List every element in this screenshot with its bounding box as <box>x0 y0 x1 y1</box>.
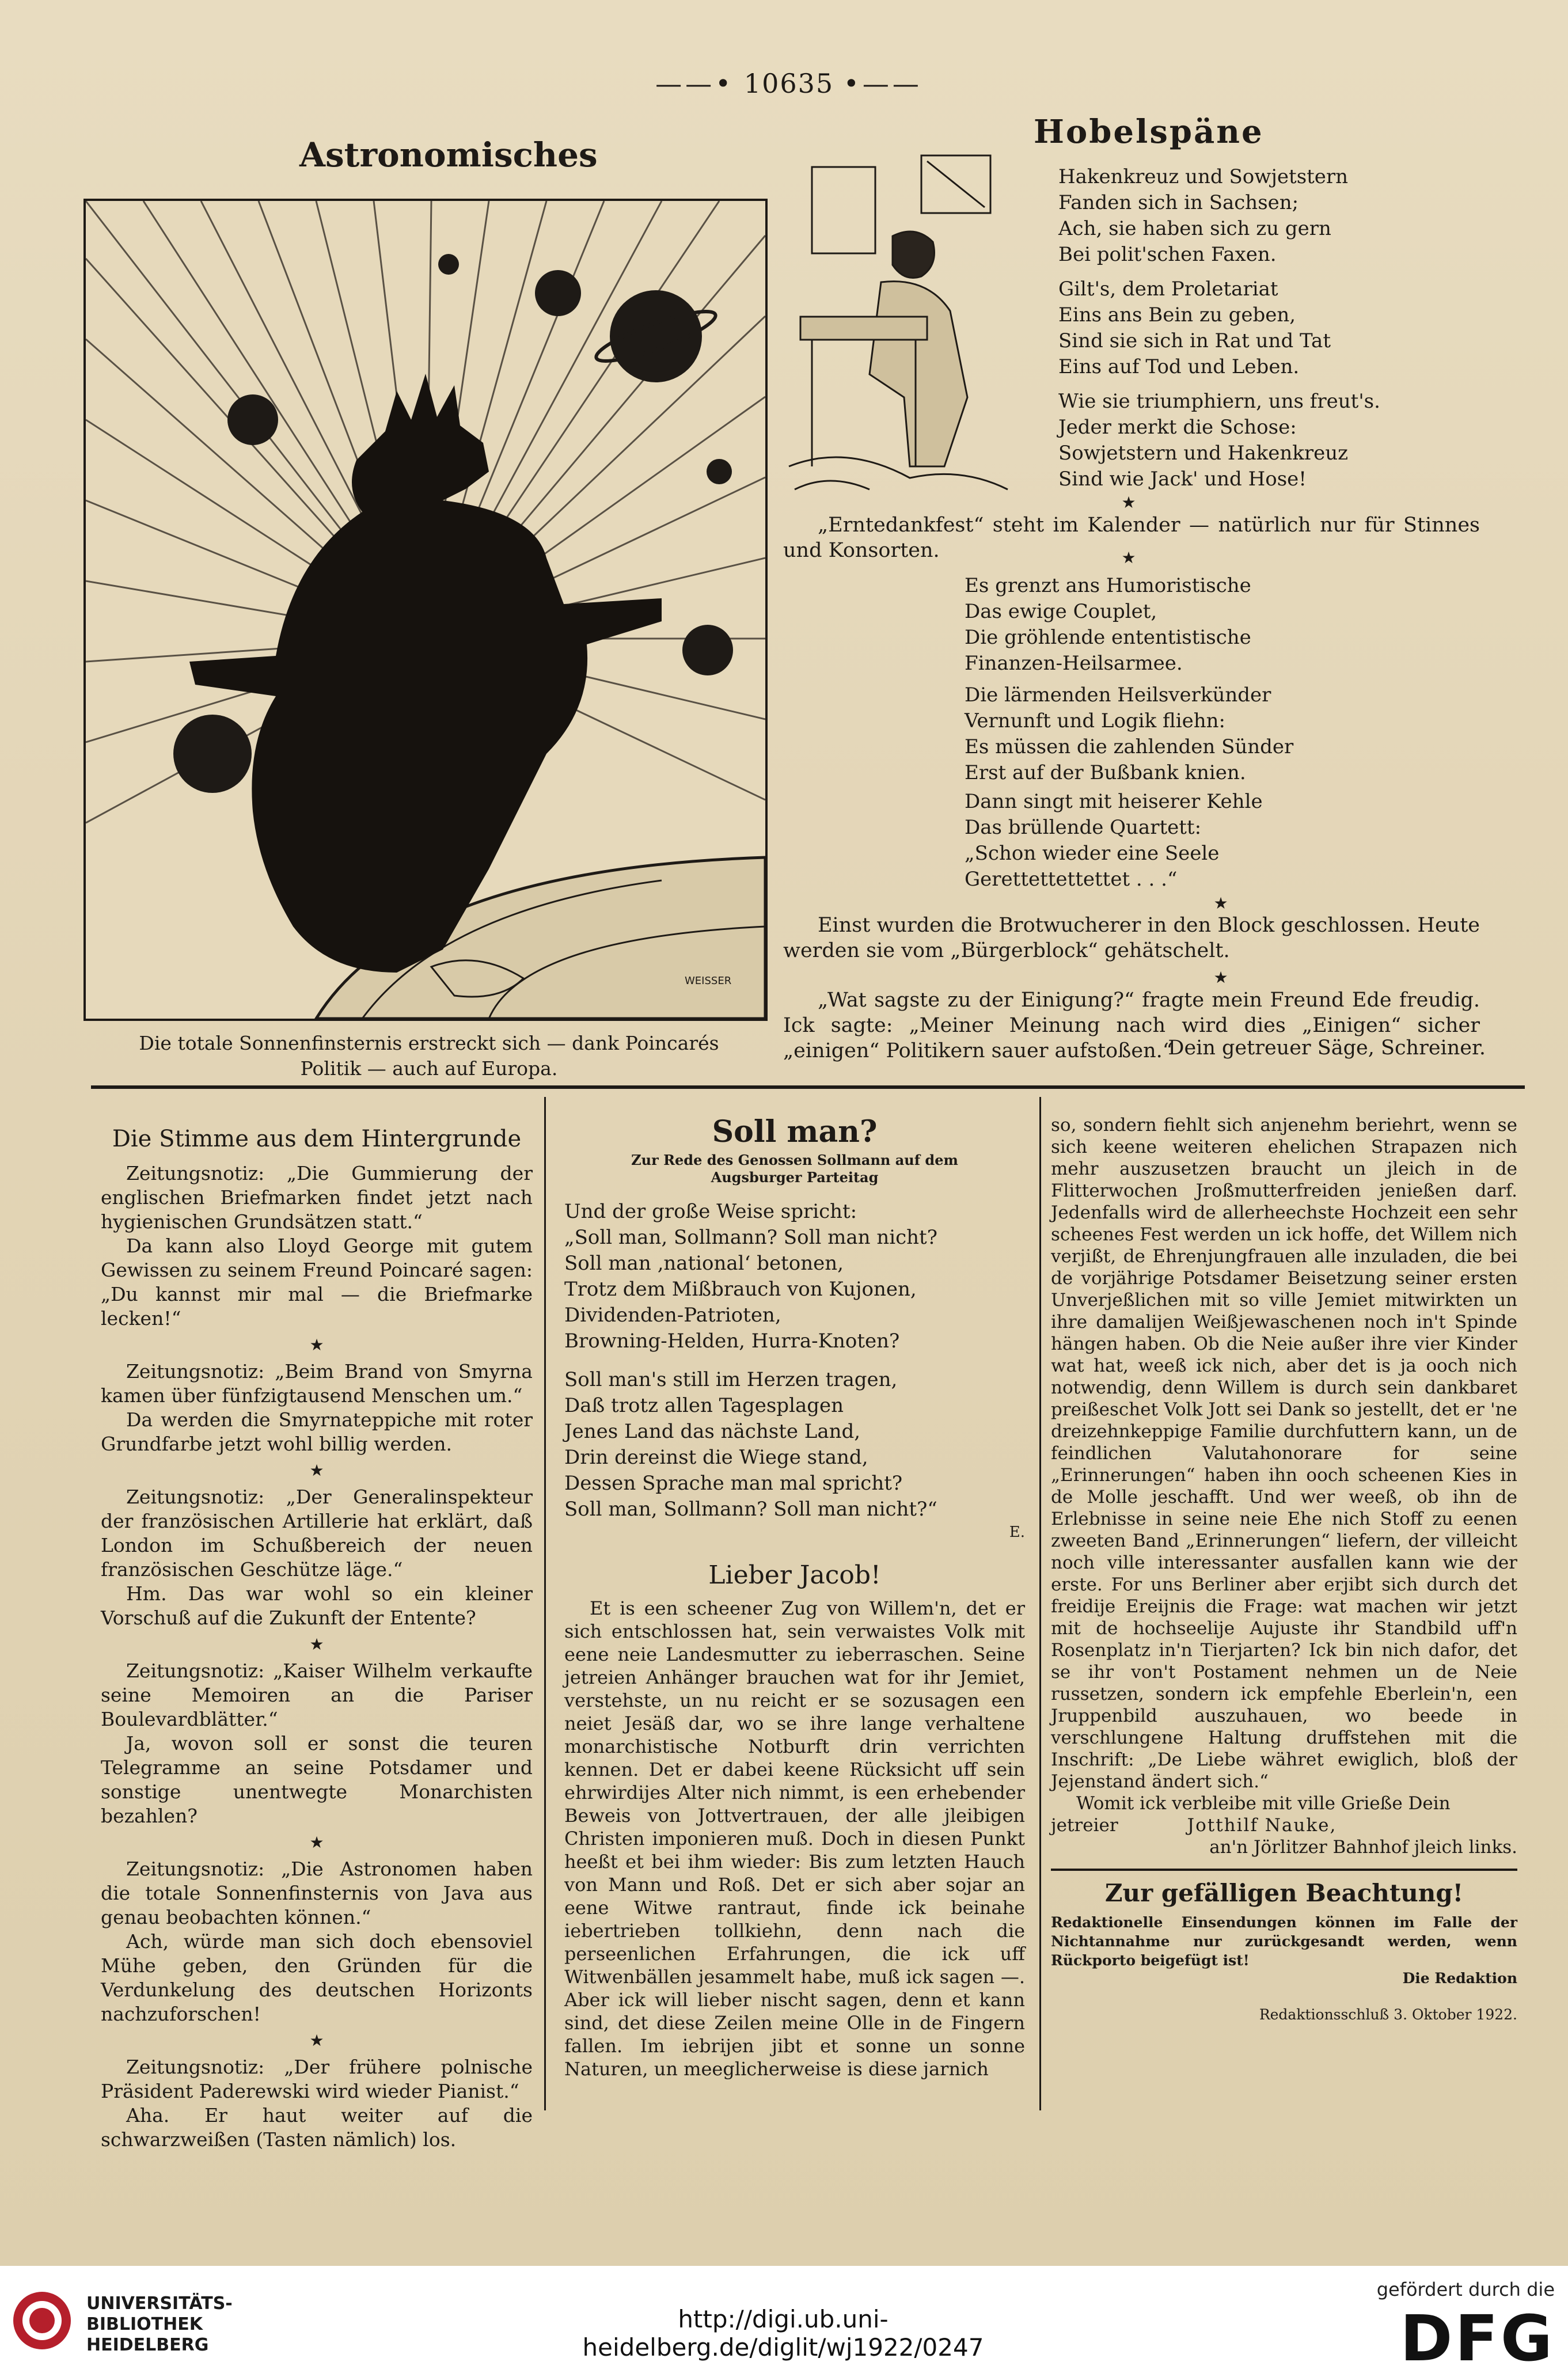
middle-column <box>564 1114 1025 2080</box>
funding-label: gefördert durch die <box>1376 2279 1555 2300</box>
notice-closing: Redaktionsschluß 3. Oktober 1922. <box>1259 2006 1517 2023</box>
notice-title: Zur gefälligen Beachtung! <box>1104 1879 1464 1907</box>
hobel-signature: Dein getreuer Säge, Schreiner. <box>1168 1036 1486 1060</box>
stimme-notiz: Zeitungsnotiz: „Die Astronomen haben die totale Sonnenfinsternis von Java aus genau beobachten können.“ <box>101 1858 533 1928</box>
stimme-comment: Aha. Er haut weiter auf die schwarzweißen (Tasten nämlich) los. <box>101 2104 533 2151</box>
section-divider <box>91 1085 1525 1089</box>
dfg-logo: DFG <box>1400 2302 1555 2375</box>
sollman-author: E. <box>1009 1524 1025 1541</box>
astro-illustration <box>83 199 768 1021</box>
hobel-title: Hobelspäne <box>1034 113 1264 151</box>
hobel-einigung: „Wat sagste zu der Einigung?“ fragte mein Freund Ede freudig. Ick sagte: „Meiner Meinung nach wird dies „Einigen“ sicher „einigen“ Politikern sauer aufstoßen.“ <box>783 989 1480 1062</box>
sollman-verse-2: Soll man's still im Herzen tragen, Daß trotz allen Tagesplagen Jenes Land das nächste Land, Drin dereinst die Wiege stand, Dessen Sprache man mal spricht? Soll man, Sollmann? Soll man nicht?“ <box>564 1368 937 1521</box>
right-column <box>1051 1114 1517 2023</box>
sollman-subtitle: Zur Rede des Genossen Sollmann auf dem Augsburger Parteitag <box>631 1152 958 1186</box>
stimme-title: Die Stimme aus dem Hintergrunde <box>112 1126 522 1152</box>
sollman-verse-1: Und der große Weise spricht: „Soll man, Sollmann? Soll man nicht? Soll man ‚national‘ betonen, Trotz dem Mißbrauch von Kujonen, Dividenden-Patrioten, Browning-Helden, Hurra-Knoten? <box>564 1200 937 1353</box>
stimme-column <box>101 1126 533 2152</box>
column-divider <box>1039 1097 1041 2110</box>
stimme-notiz: Zeitungsnotiz: „Der Generalinspekteur der französischen Artillerie hat erklärt, daß London im Schußbereich der neuen französischen Geschütze läge.“ <box>101 1486 533 1581</box>
page-number: ——• 10635 •—— <box>655 68 922 99</box>
hobel-verse-5: Die lärmenden Heilsverkünder Vernunft und Logik fliehn: Es müssen die zahlenden Sünder Erst auf der Bußbank knien. <box>965 684 1294 784</box>
star-separator: ★ <box>309 1461 324 1480</box>
star-separator: ★ <box>1213 968 1228 987</box>
stimme-notiz: Zeitungsnotiz: „Beim Brand von Smyrna kamen über fünfzigtausend Menschen um.“ <box>101 1360 533 1407</box>
hobel-verse-2: Gilt's, dem Proletariat Eins ans Bein zu geben, Sind sie sich in Rat und Tat Eins auf Tod und Leben. <box>1058 278 1331 378</box>
stimme-comment: Ja, wovon soll er sonst die teuren Telegramme an seine Potsdamer und sonstige unentwegte Monarchisten bezahlen? <box>101 1732 533 1827</box>
notice-divider <box>1051 1869 1517 1871</box>
astro-title: Astronomisches <box>299 135 598 174</box>
sollman-title: Soll man? <box>712 1114 878 1149</box>
star-separator: ★ <box>309 1635 324 1654</box>
star-separator: ★ <box>309 1833 324 1852</box>
stimme-comment: Hm. Das war wohl so ein kleiner Vorschuß auf die Zukunft der Entente? <box>101 1582 533 1629</box>
hobel-verse-6: Dann singt mit heiserer Kehle Das brüllende Quartett: „Schon wieder eine Seele Gerettettettettet . . .“ <box>965 790 1263 891</box>
notice-text: Redaktionelle Einsendungen können im Falle der Nichtannahme nur zurückgesandt werden, wenn Rückporto beigefügt ist! <box>1051 1914 1517 1969</box>
stimme-notiz: Zeitungsnotiz: „Kaiser Wilhelm verkaufte seine Memoiren an die Pariser Boulevardblätter.“ <box>101 1660 533 1730</box>
stimme-comment: Da kann also Lloyd George mit gutem Gewissen zu seinem Freund Poincaré sagen: „Du kannst mir mal — die Briefmarke lecken!“ <box>101 1235 533 1330</box>
digitization-footer <box>0 2266 1568 2377</box>
star-separator: ★ <box>1213 894 1228 913</box>
stimme-comment: Da werden die Smyrnateppiche mit roter Grundfarbe jetzt wohl billig werden. <box>101 1408 533 1455</box>
library-name: UNIVERSITÄTS- BIBLIOTHEK HEIDELBERG <box>86 2294 233 2355</box>
carpenter-image <box>777 144 1037 501</box>
stimme-body <box>101 1161 533 2152</box>
stimme-notiz: Zeitungsnotiz: „Die Gummierung der englischen Briefmarken findet jetzt nach hygienischen Grundsätzen statt.“ <box>101 1162 533 1233</box>
jacob-title: Lieber Jacob! <box>708 1560 881 1590</box>
eclipse-figure-image <box>86 201 765 1019</box>
star-separator: ★ <box>309 1335 324 1354</box>
library-logo-icon <box>10 2289 74 2352</box>
hobel-verse-4: Es grenzt ans Humoristische Das ewige Couplet, Die gröhlende ententistische Finanzen-Heilsarmee. <box>965 574 1251 675</box>
source-url-link[interactable]: http://digi.ub.uni-heidelberg.de/diglit/wj1922/0247 <box>582 2305 984 2361</box>
carpenter-illustration <box>777 144 1037 501</box>
hobel-verse-1: Hakenkreuz und Sowjetstern Fanden sich in Sachsen; Ach, sie haben sich zu gern Bei polit'schen Faxen. <box>1058 165 1349 266</box>
jacob-body-part1: Et is een scheener Zug von Willem'n, det er sich entschlossen hat, sein verwaistes Volk mit eene neie Landesmutter zu ieberraschen. Seine jetreien Anhänger brauchen wat for ihr Jemiet, verstehste, un nu reicht er se sozusagen een neiet Jesäß dar, wo se ihre lange verhaltene monarchistische Notburft drin verrichten kennen. Det er dabei keene Rücksicht uff sein ehrwirdijes Alter nich nimmt, is een erhebender Beweis von Jottvertrauen, der alle jleibigen Christen imponieren muß. Doch in diesen Punkt heeßt et bei ihm wieder: Bis zum letzten Hauch von Mann und Roß. Det er sich aber sojar an eene Witwe rantraut, finde ick beinahe iebertrieben tollkiehn, denn nach die perseenlichen Erfahrungen, die ick uff Witwenbällen jesammelt habe, muß ick sagen —. Aber ick will lieber nischt sagen, denn et kann sind, det diese Zeilen meine Olle in de Fingern fallen. Im iebrijen jibt et sonne un sonne Naturen, un meeglicherweise is diese jarnich <box>564 1597 1025 2080</box>
hobel-block: Einst wurden die Brotwucherer in den Block geschlossen. Heute werden sie vom „Bürgerblock“ gehätschelt. <box>783 914 1480 962</box>
star-separator: ★ <box>309 2031 324 2050</box>
hobel-ernte: „Erntedankfest“ steht im Kalender — natürlich nur für Stinnes und Konsorten. <box>783 514 1480 562</box>
astro-caption: Die totale Sonnenfinsternis erstreckt sich — dank Poincarés Politik — auch auf Europa. <box>139 1032 719 1080</box>
svg-text:WEISSER: WEISSER <box>685 975 732 987</box>
column-divider <box>544 1097 546 2110</box>
star-separator: ★ <box>1121 548 1136 567</box>
star-separator: ★ <box>1121 493 1136 512</box>
hobel-verse-3: Wie sie triumphiern, uns freut's. Jeder merkt die Schose: Sowjetstern und Hakenkreuz Sind wie Jack' und Hose! <box>1058 390 1380 491</box>
notice-sign: Die Redaktion <box>1402 1970 1517 1987</box>
stimme-comment: Ach, würde man sich doch ebensoviel Mühe geben, den Gründen für die Verdunkelung des deutschen Horizonts nachzuforschen! <box>101 1930 533 2025</box>
stimme-notiz: Zeitungsnotiz: „Der frühere polnische Präsident Paderewski wird wieder Pianist.“ <box>101 2056 533 2102</box>
jacob-body-part2: so, sondern fiehlt sich anjenehm beriehrt, wenn se sich keene weiteren ehelichen Strapazen nich mehr auszusetzen braucht un jleich in de Flitterwochen Jroßmutterfreiden jenießen darf. Jedenfalls wird de allerheechste Hochzeit een sehr scheenes Fest werden un ick hoffe, det Willem nich verjißt, de Ehrenjungfrauen alle inzuladen, die bei de vorjährige Potsdamer Beisetzung seiner ersten Unverjeßlichen mit so ville Jemiet mitwirkten un ihre damalijen Weißjewaschenen noch in't Spinde hängen haben. Ob die Neie außer ihre vier Kinder wat hat, weeß ick nich, aber det is ja ooch nich notwendig, denn Willem is durch sein dankbaret preißeschet Volk Jott sei Dank so jestellt, det er 'ne dreizehnkeppige Familie durchfuttern kann, un de feindlichen Valutahonorare for seine „Erinnerungen“ haben ihn ooch scheenen Kies in de Molle jeschafft. Und wer weeß, ob ihn de Erlebnisse in seine neie Ehe nich Stoff zu eenen zweeten Band „Erinnerungen“ liefern, der villeicht noch ville interessanter ausfallen kann wie der erste. For uns Berliner aber erjibt sich durch det freidije Ereijnis die Frage: wat machen wir jetzt mit de hochseelije Aujuste ihr Standbild uff'n Rosenplatz in'n Tierjarten? Ick bin nich dafor, det se ihr von't Postament nehmen un de Neie russetzen, sondern ick empfehle Eberlein'n, een Jruppenbild auszuhauen, wo beede in verschlungene Haltung druffstehen mit die Inschrift: „De Liebe währet ewiglich, bloß der Jejenstand ändert sich.“ Womit ick verbleibe mit ville Grieße Dein jetreier Jotthilf Nauke, an'n Jörlitzer Bahnhof jleich links. <box>1051 1115 1517 1858</box>
